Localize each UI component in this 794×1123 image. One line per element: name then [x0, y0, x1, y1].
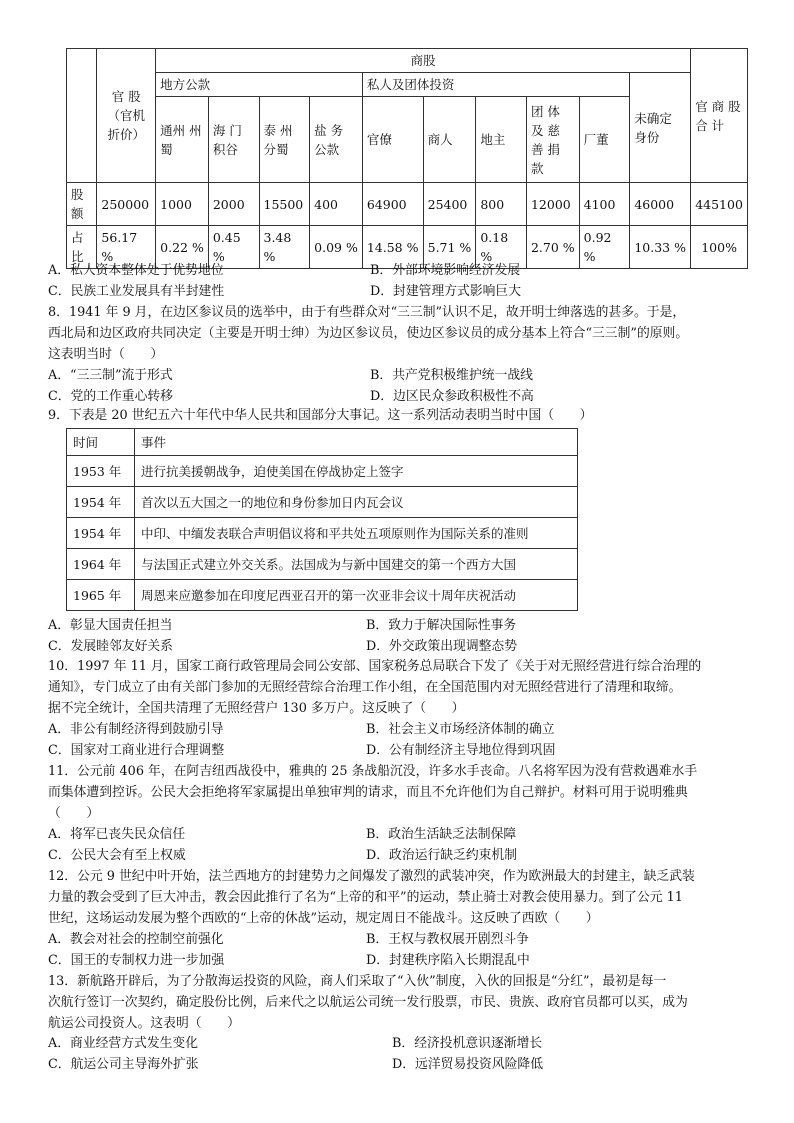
q8-stem-line-1: 8．1941 年 9 月，在边区参议员的选举中，由于有些群众对“三三制”认识不足，故开明士绅落选的甚多。于是， [48, 305, 686, 320]
table-cell: 800 [476, 183, 527, 226]
q11-option-d: D．政治运行缺乏约束机制 [366, 848, 518, 863]
q7-option-a: A．私人资本整体处于优势地位 [48, 263, 224, 278]
table-cell: 400 [310, 183, 363, 226]
q10-stem-line-3: 据不完全统计，全国共清理了无照经营户 130 多万户。这反映了（ ） [48, 701, 465, 716]
q10-option-c: C．国家对工商业进行合理调整 [48, 743, 225, 758]
q11-stem-line-1: 11．公元前 406 年，在阿吉纽西战役中，雅典的 25 条战船沉没，许多水手丧命。八名将军因为没有营救遇难水手 [48, 764, 698, 779]
table-header-row [67, 429, 578, 456]
table-cell: 15500 [259, 183, 310, 226]
q7-option-d: D．封建管理方式影响巨大 [370, 284, 522, 299]
event-text: 周恩来应邀参加在印度尼西亚召开的第一次亚非会议十周年庆祝活动 [135, 580, 578, 611]
q12-stem-line-2: 力量的教会受到了巨大冲击，教会因此推行了名为“上帝的和平”的运动，禁止骑士对教会使用暴力。到了公元 11 [48, 890, 683, 905]
table-row [67, 580, 578, 611]
q13-option-b: B．经济投机意识逐渐增长 [392, 1036, 543, 1051]
event-year: 1954 年 [67, 518, 135, 549]
table-cell: 64900 [362, 183, 423, 226]
q8-option-b: B．共产党积极维护统一战线 [370, 368, 533, 383]
table-row [67, 518, 578, 549]
q9-option-a: A．彰显大国责任担当 [48, 618, 173, 633]
table-row [67, 549, 578, 580]
table-row [67, 487, 578, 518]
table-cell: 0.09 % [310, 226, 363, 269]
header-haimen: 海 门 积谷 [208, 97, 259, 183]
q9-option-d: D．外交政策出现调整态势 [366, 639, 518, 654]
event-text: 首次以五大国之一的地位和身份参加日内瓦会议 [135, 487, 578, 518]
row-label-ratio: 占 比 [67, 226, 97, 269]
table-cell: 0.22 % [156, 226, 209, 269]
header-official-shares: 官 股 （官机 折价） [97, 49, 156, 183]
table-cell: 10.33 % [630, 226, 691, 269]
header-yanwu: 盐 务 公款 [310, 97, 363, 183]
header-private-investment: 私人及团体投资 [362, 73, 629, 97]
q11-stem-line-2: 而集体遭到控诉。公民大会拒绝将军家属提出单独审判的请求，而且不允许他们为自己辩护。材料可用于说明雅典 [48, 785, 688, 800]
share-structure-table [66, 48, 748, 269]
header-merchant: 商人 [423, 97, 476, 183]
q10-option-d: D．公有制经济主导地位得到巩固 [366, 743, 556, 758]
table-cell: 5.71 % [423, 226, 476, 269]
table-cell: 0.45 % [208, 226, 259, 269]
header-event: 事件 [135, 429, 578, 456]
event-year: 1954 年 [67, 487, 135, 518]
q13-stem-line-2: 次航行签订一次契约，确定股份比例，后来代之以航运公司统一发行股票，市民、贵族、政府官员都可以买，成为 [48, 995, 688, 1010]
header-taizhou: 泰 州 分蜀 [259, 97, 310, 183]
header-unknown-identity: 未确定 身份 [630, 73, 691, 183]
header-landlord: 地主 [476, 97, 527, 183]
header-total: 官 商 股 合 计 [691, 49, 748, 183]
event-text: 进行抗美援朝战争，迫使美国在停战协定上签字 [135, 456, 578, 487]
q10-stem-line-1: 10．1997 年 11 月，国家工商行政管理局会同公安部、国家税务总局联合下发了《关于对无照经营进行综合治理的 [48, 659, 702, 674]
q8-stem-line-2: 西北局和边区政府共同决定（主要是开明士绅）为边区参议员，使边区参议员的成分基本上符合“三三制”的原则。 [48, 326, 689, 341]
event-year: 1965 年 [67, 580, 135, 611]
table-cell: 445100 [691, 183, 748, 226]
table-cell: 25400 [423, 183, 476, 226]
table-cell: 0.18 % [476, 226, 527, 269]
q12-option-a: A．教会对社会的控制空前强化 [48, 932, 224, 947]
q9-stem: 9．下表是 20 世纪五六十年代中华人民共和国部分大事记。这一系列活动表明当时中国（ ） [48, 408, 593, 423]
q10-stem-line-2: 通知》，专门成立了由有关部门参加的无照经营综合治理工作小组，在全国范围内对无照经营进行了清理和取缔。 [48, 680, 682, 695]
table-cell: 2.70 % [526, 226, 579, 269]
header-time: 时间 [67, 429, 135, 456]
table-cell: 2000 [208, 183, 259, 226]
q11-option-c: C．公民大会有至上权威 [48, 848, 186, 863]
event-year: 1964 年 [67, 549, 135, 580]
header-factory-director: 厂董 [579, 97, 630, 183]
q8-option-a: A．“三三制”流于形式 [48, 368, 173, 383]
table-row [67, 183, 748, 226]
table-cell: 56.17 % [97, 226, 156, 269]
events-table [66, 428, 578, 611]
table-cell: 3.48 % [259, 226, 310, 269]
q12-option-d: D．封建秩序陷入长期混乱中 [366, 953, 530, 968]
q13-stem-line-1: 13．新航路开辟后，为了分散海运投资的风险，商人们采取了“入伙”制度，入伙的回报是“分红”，最初是每一 [48, 974, 667, 989]
header-charity: 团 体 及 慈 善 捐 款 [526, 97, 579, 183]
q8-stem-line-3: 这表明当时（ ） [48, 347, 164, 362]
table-corner-cell [67, 49, 97, 183]
q10-option-b: B．社会主义市场经济体制的确立 [366, 722, 555, 737]
table-cell: 4100 [579, 183, 630, 226]
q11-option-b: B．政治生活缺乏法制保障 [366, 827, 517, 842]
table-cell: 14.58 % [362, 226, 423, 269]
q12-stem-line-1: 12．公元 9 世纪中叶开始，法兰西地方的封建势力之间爆发了激烈的武装冲突，作为欧洲最大的封建主，缺乏武装 [48, 869, 695, 884]
q13-option-a: A．商业经营方式发生变化 [48, 1036, 199, 1051]
q7-option-c: C．民族工业发展具有半封建性 [48, 284, 225, 299]
table-cell: 1000 [156, 183, 209, 226]
q11-stem-line-3: （ ） [48, 806, 100, 821]
q9-option-c: C．发展睦邻友好关系 [48, 639, 173, 654]
header-merchant-shares: 商股 [156, 49, 691, 73]
q8-option-c: C．党的工作重心转移 [48, 389, 173, 404]
header-local-funds: 地方公款 [156, 73, 363, 97]
q12-option-b: B．王权与教权展开剧烈斗争 [366, 932, 529, 947]
header-tongzhou: 通州 州蜀 [156, 97, 209, 183]
table-cell: 250000 [97, 183, 156, 226]
table-cell: 46000 [630, 183, 691, 226]
table-row [67, 456, 578, 487]
event-text: 与法国正式建立外交关系。法国成为与新中国建交的第一个西方大国 [135, 549, 578, 580]
q13-stem-line-3: 航运公司投资人。这表明（ ） [48, 1016, 240, 1031]
event-text: 中印、中缅发表联合声明倡议将和平共处五项原则作为国际关系的准则 [135, 518, 578, 549]
table-cell: 12000 [526, 183, 579, 226]
q12-stem-line-3: 世纪，这场运动发展为整个西欧的“上帝的休战”运动，规定周日不能战斗。这反映了西欧（ ） [48, 911, 599, 926]
header-bureaucrat: 官僚 [362, 97, 423, 183]
q7-option-b: B．外部环境影响经济发展 [370, 263, 521, 278]
q13-option-c: C．航运公司主导海外扩张 [48, 1057, 199, 1072]
q8-option-d: D．边区民众参政积极性不高 [370, 389, 534, 404]
table-cell: 100% [691, 226, 748, 269]
q11-option-a: A．将军已丧失民众信任 [48, 827, 186, 842]
q12-option-c: C．国王的专制权力进一步加强 [48, 953, 225, 968]
q9-option-b: B．致力于解决国际性事务 [366, 618, 517, 633]
table-cell: 0.92 % [579, 226, 630, 269]
q13-option-d: D．远洋贸易投资风险降低 [392, 1057, 544, 1072]
row-label-amount: 股 额 [67, 183, 97, 226]
event-year: 1953 年 [67, 456, 135, 487]
q10-option-a: A．非公有制经济得到鼓励引导 [48, 722, 224, 737]
